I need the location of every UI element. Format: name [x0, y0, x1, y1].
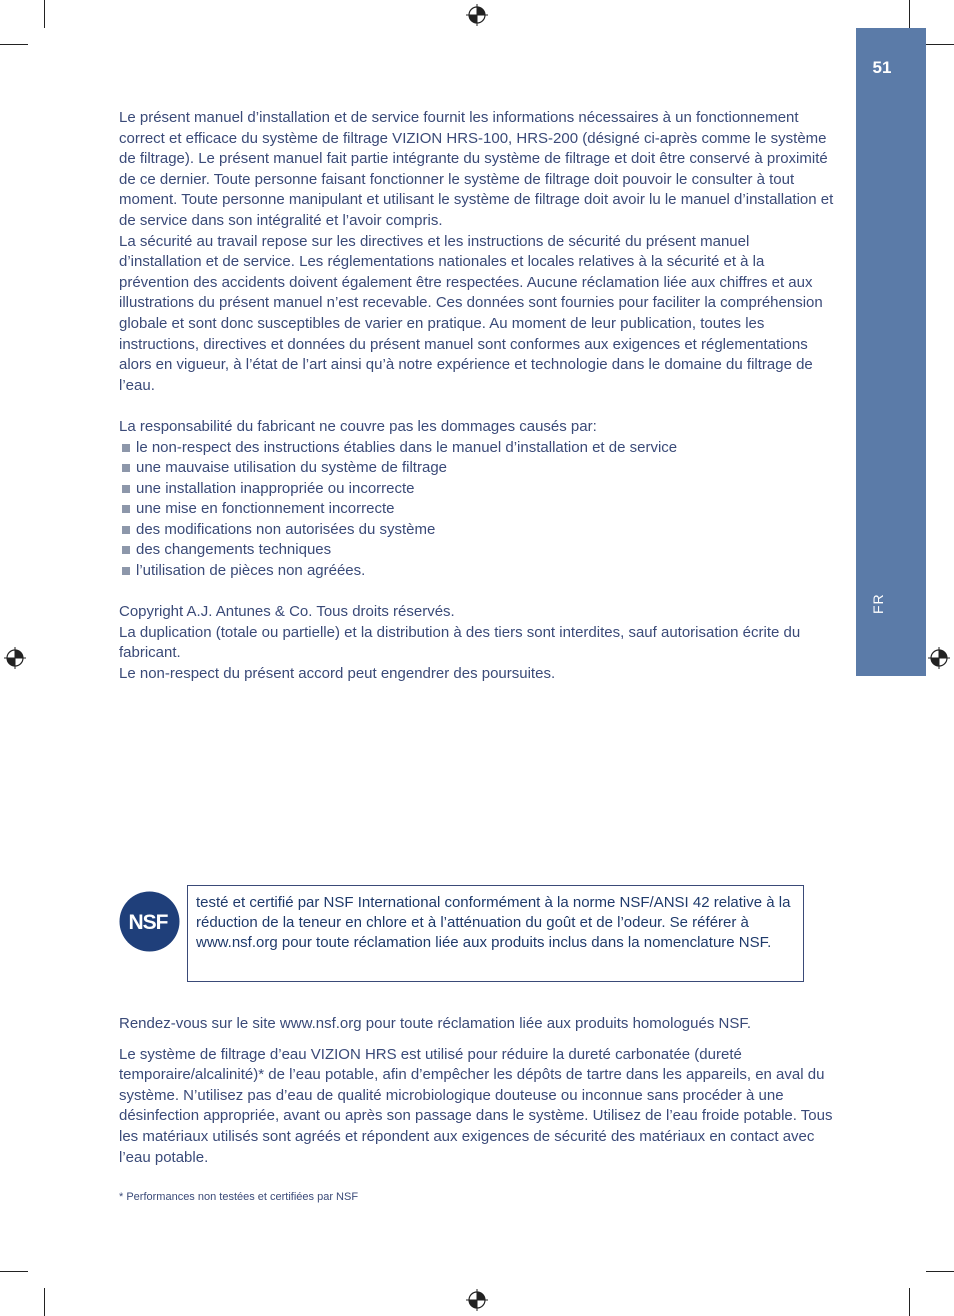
nsf-certification-text: testé et certifié par NSF International conformément à la norme NSF/ANSI 42 relative à la réduction de la teneur en chlore et à l’atténuation du goût et de l’odeur. Se référer à www.nsf.org pour toute réclamation liée aux produits inclus dans la nomenclature NSF.: [196, 894, 791, 951]
copyright-line: Copyright A.J. Antunes & Co. Tous droits réservés.: [119, 603, 455, 621]
page-number: 51: [872, 58, 892, 77]
list-item: l’utilisation de pièces non agréées.: [119, 561, 835, 582]
registration-mark-icon: [928, 647, 950, 669]
crop-mark: [909, 0, 910, 28]
registration-mark-icon: [4, 647, 26, 669]
safety-paragraph: La sécurité au travail repose sur les directives et les instructions de sécurité du présent manuel d’installation et de service. Les réglementations nationales et locales relatives à la sécurité et à la prévention des accidents doivent également être respectées. Aucune réclamation liée aux chiffres et aux illustrations du présent manuel n’est recevable. Ces données sont fournies pour faciliter la compréhension globale et sont donc susceptibles de varier en pratique. Au moment de leur publication, toutes les instructions, directives et données du présent manuel sont conformes aux exigences et réglementations alors en vigueur, à l’état de l’art ainsi qu’à notre expérience et technologie dans le domaine du filtrage de l’eau.: [119, 232, 823, 394]
nsf-claim-paragraph: Rendez-vous sur le site www.nsf.org pour toute réclamation liée aux produits homologués NSF.: [119, 1015, 751, 1032]
crop-mark: [926, 1271, 954, 1272]
main-text: [119, 108, 835, 685]
registration-mark-icon: [466, 4, 488, 26]
list-item: le non-respect des instructions établies dans le manuel d’installation et de service: [119, 438, 835, 459]
nsf-logo-text: NSF: [128, 911, 168, 934]
list-item: des modifications non autorisées du système: [119, 520, 835, 541]
liability-heading: La responsabilité du fabricant ne couvre pas les dommages causés par:: [119, 417, 597, 435]
system-description-paragraph: Le système de filtrage d’eau VIZION HRS est utilisé pour réduire la dureté carbonatée (dureté temporaire/alcalinité)* de l’eau potable, afin d’empêcher les dépôts de tartre dans les appareils, en aval du système. N’utilisez pas d’eau de qualité microbiologique douteuse ou inconnue sans procéder à une désinfection appropriée, avant ou après son passage dans le système. Utilisez de l’eau froide potable. Tous les matériaux utilisés sont agréés et répondent aux exigences de sécurité des matériaux en contact avec l’eau potable.: [119, 1045, 833, 1166]
chapter-tab: [856, 28, 926, 676]
lower-text: [119, 1014, 835, 1178]
crop-mark: [0, 1271, 28, 1272]
crop-mark: [44, 1288, 45, 1316]
crop-mark: [44, 0, 45, 28]
intro-paragraph: Le présent manuel d’installation et de service fournit les informations nécessaires à un fonctionnement correct et efficace du système de filtrage VIZION HRS-100, HRS-200 (désigné ci-après comme le système de filtrage). Le présent manuel fait partie intégrante du système de filtrage et doit être conservé à proximité de ce dernier. Toute personne faisant fonctionner le système de filtrage doit pouvoir le consulter à tout moment. Toute personne manipulant et utilisant le système de filtrage doit avoir lu le manuel d’installation et de service dans son intégralité et l’avoir compris.: [119, 109, 834, 229]
list-item: des changements techniques: [119, 540, 835, 561]
liability-list: [119, 438, 835, 582]
list-item: une mise en fonctionnement incorrecte: [119, 499, 835, 520]
list-item: une installation inappropriée ou incorrecte: [119, 479, 835, 500]
footnote: * Performances non testées et certifiées par NSF: [119, 1191, 359, 1203]
legal-notice: Le non-respect du présent accord peut engendrer des poursuites.: [119, 665, 556, 683]
nsf-logo-icon: [119, 891, 180, 952]
language-label: FR: [870, 593, 886, 614]
registration-mark-icon: [466, 1289, 488, 1311]
list-item: une mauvaise utilisation du système de filtrage: [119, 458, 835, 479]
crop-mark: [0, 44, 28, 45]
duplication-notice: La duplication (totale ou partielle) et la distribution à des tiers sont interdites, sauf autorisation écrite du fabricant.: [119, 623, 801, 662]
crop-mark: [909, 1288, 910, 1316]
nsf-certification-box: [187, 885, 804, 982]
crop-mark: [926, 44, 954, 45]
